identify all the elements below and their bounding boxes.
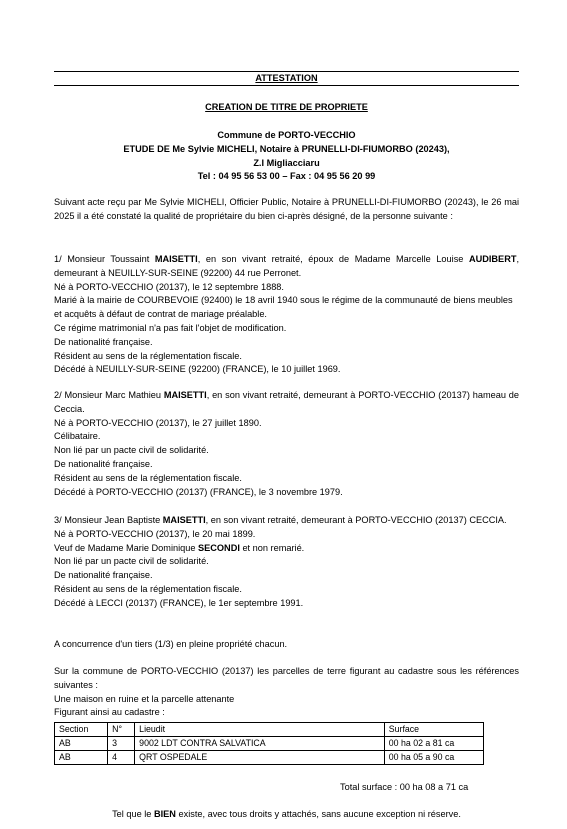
owner-1-spouse-surname: AUDIBERT [468,254,517,264]
property-description-line: Une maison en ruine et la parcelle attenante [54,693,235,704]
owner-3-lead: 3/ Monsieur Jean Baptiste MAISETTI, en son vivant retraité, demeurant à PORTO-VECCHIO (20137) CECCIA. [54,515,507,525]
cell-lieudit: 9002 LDT CONTRA SALVATICA [135,737,385,751]
column-header-surface: Surface [384,723,483,737]
cell-section: AB [55,751,108,765]
owner-3-line: Décédé à LECCI (20137) (FRANCE), le 1er septembre 1991. [54,597,304,608]
owner-2-surname: MAISETTI [163,390,207,400]
closing-statement: Tel que le BIEN existe, avec tous droits y attachés, sans aucune exception ni réserve. [112,809,461,819]
table-header-row [55,723,484,737]
owner-1-line: Décédé à NEUILLY-SUR-SEINE (92200) (FRANCE), le 10 juillet 1969. [54,364,341,375]
share-statement: A concurrence d'un tiers (1/3) en pleine propriété chacun. [54,639,288,649]
column-header-lieudit: Lieudit [135,723,385,737]
intro-paragraph: Suivant acte reçu par Me Sylvie MICHELI, Officier Public, Notaire à PRUNELLI-DI-FIUMORBO (20243), le 26 mai 2025 il a été constaté la qualité de propriétaire du bien ci-après désigné, de la personne suivante : [54,197,519,221]
owner-2-line: Décédé à PORTO-VECCHIO (20137) (FRANCE), le 3 novembre 1979. [54,486,343,497]
owner-2 [54,389,519,499]
cell-number: 4 [108,751,135,765]
owner-1-surname: MAISETTI [154,254,198,264]
owner-1-line: De nationalité française. [54,336,153,347]
owner-1-line: Marié à la mairie de COURBEVOIE (92400) le 18 avril 1940 sous le régime de la communauté de biens meubles et acquêts à défaut de contrat de mariage préalable. [54,295,513,320]
attestation-heading: ATTESTATION [54,71,519,86]
cadastre-intro: Figurant ainsi au cadastre : [54,707,165,718]
owner-1-line: Né à PORTO-VECCHIO (20137), le 12 septembre 1888. [54,281,284,292]
owner-2-line: Non lié par un pacte civil de solidarité. [54,445,209,456]
owner-2-line: Célibataire. [54,431,101,442]
office-etude: ETUDE DE Me Sylvie MICHELI, Notaire à PRUNELLI-DI-FIUMORBO (20243), [123,143,450,154]
owner-1-line: Résident au sens de la réglementation fiscale. [54,350,242,361]
owner-1-line: Ce régime matrimonial n'a pas fait l'objet de modification. [54,322,287,333]
cell-surface: 00 ha 05 a 90 ca [384,751,483,765]
office-contact: Tel : 04 95 56 53 00 – Fax : 04 95 56 20 99 [197,171,376,182]
office-address: Z.I Migliacciaru [253,157,320,168]
table-row [55,751,484,765]
closing-bien: BIEN [153,809,176,819]
column-header-section: Section [55,723,108,737]
cell-number: 3 [108,737,135,751]
owner-1-lead: 1/ Monsieur Toussaint MAISETTI, en son vivant retraité, époux de Madame Marcelle Louise AUDIBERT, demeurant à NEUILLY-SUR-SEINE (92200) 44 rue Perronet. [54,254,519,278]
document-subtitle: CREATION DE TITRE DE PROPRIETE [205,102,368,112]
office-commune: Commune de PORTO-VECCHIO [217,130,356,140]
property-intro: Sur la commune de PORTO-VECCHIO (20137) les parcelles de terre figurant au cadastre sous les références suivantes : [54,666,519,690]
owner-3-line: Non lié par un pacte civil de solidarité. [54,556,209,567]
owner-3-widow-surname: SECONDI [198,542,240,553]
owner-3-line: De nationalité française. [54,570,153,581]
owner-3-surname: MAISETTI [162,515,206,525]
owner-3 [54,514,519,611]
column-header-number: N° [108,723,135,737]
cadastre-table [54,722,484,765]
property-description [54,665,519,720]
owner-3-line: Résident au sens de la réglementation fiscale. [54,583,242,594]
cell-lieudit: QRT OSPEDALE [135,751,385,765]
cell-surface: 00 ha 02 a 81 ca [384,737,483,751]
table-row [55,737,484,751]
cell-section: AB [55,737,108,751]
total-surface: Total surface : 00 ha 08 a 71 ca [340,782,469,792]
owner-1 [54,253,519,377]
owner-3-line: Né à PORTO-VECCHIO (20137), le 20 mai 1899. [54,528,256,539]
office-block [54,129,519,184]
owner-2-line: Né à PORTO-VECCHIO (20137), le 27 juillet 1890. [54,417,262,428]
owner-2-line: Résident au sens de la réglementation fiscale. [54,472,242,483]
owner-2-lead: 2/ Monsieur Marc Mathieu MAISETTI, en son vivant retraité, demeurant à PORTO-VECCHIO (20137) hameau de Ceccia. [54,390,519,414]
owner-2-line: De nationalité française. [54,458,153,469]
owner-3-widow-line: Veuf de Madame Marie Dominique SECONDI et non remarié. [54,542,305,553]
